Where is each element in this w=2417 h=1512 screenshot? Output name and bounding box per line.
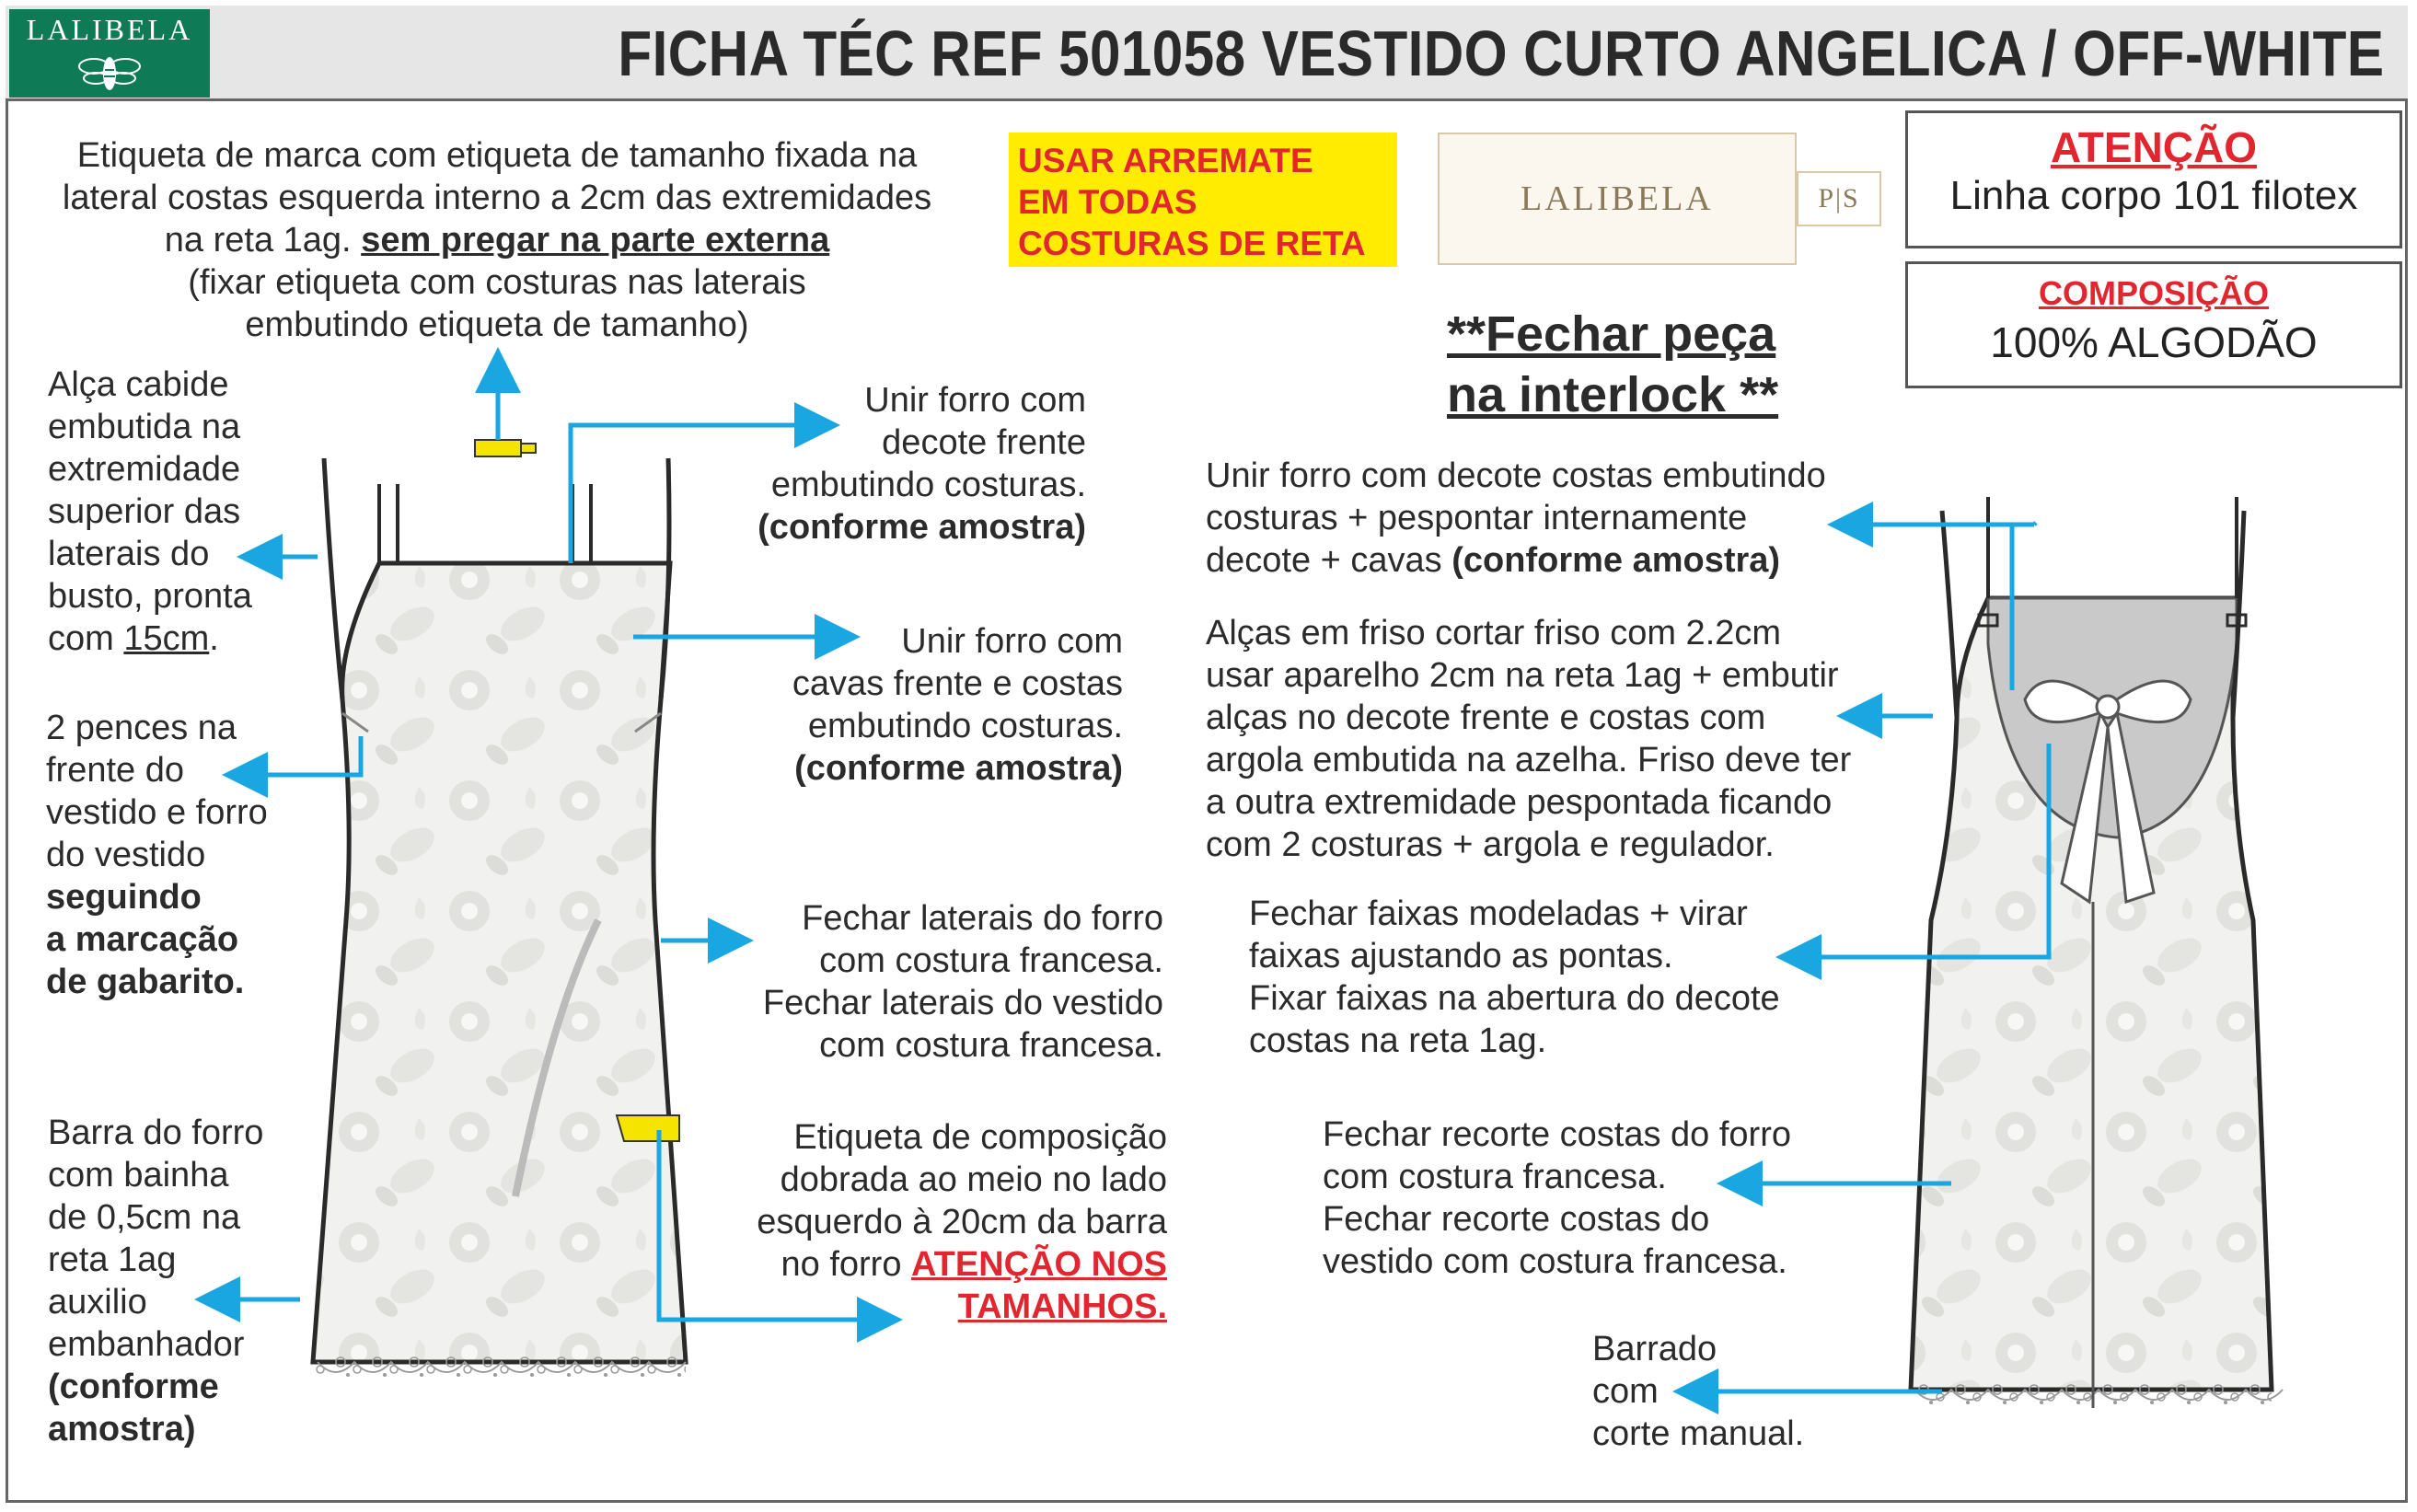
- front-sides-line: com costura francesa.: [819, 1026, 1163, 1065]
- straps-line: usar aparelho 2cm na reta 1ag + embutir: [1206, 656, 1839, 695]
- hem-lining-bold-line: (conforme: [48, 1368, 219, 1406]
- ties-line: costas na reta 1ag.: [1249, 1021, 1547, 1060]
- hanger-loop-end: .: [209, 619, 219, 658]
- brand-label-note-line: embutindo etiqueta de tamanho): [245, 306, 749, 344]
- hanger-loop-text: com: [48, 619, 124, 658]
- back-neckline-bold: (conforme amostra): [1451, 541, 1781, 580]
- composition-text: 100% ALGODÃO: [1990, 318, 2318, 366]
- back-neckline-text: decote + cavas: [1206, 541, 1452, 580]
- hanger-loop-line: Alça cabide: [48, 365, 229, 404]
- hem-lining-line: de 0,5cm na: [48, 1198, 241, 1237]
- brand-logo-text: LALIBELA: [26, 13, 193, 46]
- composition-header: COMPOSIÇÃO: [2038, 274, 2269, 312]
- back-seam-line: Fechar recorte costas do forro: [1323, 1115, 1791, 1154]
- composition-label-line: dobrada ao meio no lado: [780, 1160, 1167, 1199]
- finishing-note-line: EM TODAS: [1018, 183, 1197, 221]
- interlock-note-line: na interlock **: [1447, 367, 1779, 422]
- size-label-sample: P|S: [1797, 171, 1881, 226]
- darts-bold-line: de gabarito.: [46, 963, 245, 1001]
- armholes-line: cavas frente e costas: [792, 664, 1123, 703]
- composition-label-text: no forro: [781, 1245, 912, 1284]
- brand-label-note-emphasis: sem pregar na parte externa: [361, 221, 830, 260]
- darts-bold-line: a marcação: [46, 920, 239, 959]
- back-seam-line: vestido com costura francesa.: [1323, 1242, 1787, 1281]
- darts-line: frente do: [46, 751, 184, 790]
- back-neckline-line: Unir forro com decote costas embutindo: [1206, 456, 1826, 495]
- composition-label-warning: ATENÇÃO NOS: [911, 1245, 1167, 1284]
- front-sides-line: Fechar laterais do forro: [802, 899, 1163, 938]
- ties-line: Fechar faixas modeladas + virar: [1249, 895, 1748, 933]
- back-hem-line: Barrado: [1592, 1330, 1717, 1368]
- straps-line: com 2 costuras + argola e regulador.: [1206, 825, 1775, 864]
- front-sides-line: Fechar laterais do vestido: [762, 984, 1163, 1022]
- brand-label-note-line: (fixar etiqueta com costuras nas laterais: [188, 263, 806, 302]
- hem-lining-line: embanhador: [48, 1325, 245, 1364]
- front-neckline-line: decote frente: [882, 423, 1086, 462]
- front-neckline-bold: (conforme amostra): [757, 508, 1086, 547]
- hanger-loop-line: superior das: [48, 492, 241, 531]
- straps-line: argola embutida na azelha. Friso deve ter: [1206, 741, 1852, 779]
- composition-label-line: esquerdo à 20cm da barra: [757, 1203, 1167, 1241]
- hem-lining-line: reta 1ag: [48, 1241, 177, 1279]
- brand-label-note-line: Etiqueta de marca com etiqueta de tamanho fixada na: [76, 136, 918, 175]
- back-seam-line: Fechar recorte costas do: [1323, 1200, 1710, 1239]
- hanger-loop-line: laterais do: [48, 535, 210, 573]
- brand-label-note-text: na reta 1ag.: [164, 221, 362, 260]
- back-neckline-line: costuras + pespontar internamente: [1206, 499, 1748, 537]
- finishing-note-line: USAR ARREMATE: [1018, 142, 1313, 179]
- armholes-bold: (conforme amostra): [794, 749, 1123, 788]
- interlock-note-line: **Fechar peça: [1447, 306, 1776, 362]
- attention-header: ATENÇÃO: [2050, 123, 2258, 171]
- darts-line: do vestido: [46, 836, 206, 874]
- front-neckline-line: embutindo costuras.: [770, 466, 1086, 504]
- back-hem-line: com: [1592, 1372, 1659, 1411]
- ties-line: Fixar faixas na abertura do decote: [1249, 979, 1780, 1018]
- composition-label-warning: TAMANHOS.: [957, 1287, 1167, 1326]
- hanger-loop-line: embutida na: [48, 408, 241, 446]
- straps-line: alças no decote frente e costas com: [1206, 698, 1766, 737]
- back-hem-line: corte manual.: [1592, 1414, 1805, 1453]
- hanger-loop-line: busto, pronta: [48, 577, 252, 616]
- hem-lining-line: Barra do forro: [48, 1114, 264, 1152]
- armholes-line: Unir forro com: [901, 622, 1123, 661]
- armholes-line: embutindo costuras.: [807, 707, 1123, 745]
- front-sides-line: com costura francesa.: [819, 941, 1163, 980]
- attention-text: Linha corpo 101 filotex: [1949, 173, 2358, 218]
- composition-label-line: Etiqueta de composição: [793, 1118, 1167, 1157]
- front-dress-drawing: [313, 440, 686, 1380]
- straps-line: a outra extremidade pespontada ficando: [1206, 783, 1833, 822]
- brand-label-note-line: lateral costas esquerda interno a 2cm das extremidades: [62, 179, 932, 217]
- sheet-title: FICHA TÉC REF 501058 VESTIDO CURTO ANGELICA / OFF-WHITE: [617, 17, 2384, 89]
- back-seam-line: com costura francesa.: [1323, 1158, 1667, 1196]
- hanger-loop-line: extremidade: [48, 450, 241, 489]
- hanger-loop-measure: 15cm: [123, 619, 210, 658]
- ties-line: faixas ajustando as pontas.: [1249, 937, 1673, 975]
- brand-label-name: LALIBELA: [1521, 179, 1714, 218]
- front-neckline-line: Unir forro com: [864, 381, 1086, 420]
- hem-lining-line: com bainha: [48, 1156, 229, 1195]
- straps-line: Alças em friso cortar friso com 2.2cm: [1206, 614, 1782, 652]
- hem-lining-line: auxilio: [48, 1283, 147, 1322]
- back-dress-drawing: [1911, 497, 2283, 1408]
- darts-line: vestido e forro: [46, 793, 268, 832]
- finishing-note-line: COSTURAS DE RETA: [1018, 225, 1366, 262]
- darts-line: 2 pences na: [46, 709, 237, 747]
- hem-lining-bold-line: amostra): [48, 1410, 196, 1449]
- darts-bold-line: seguindo: [46, 878, 202, 917]
